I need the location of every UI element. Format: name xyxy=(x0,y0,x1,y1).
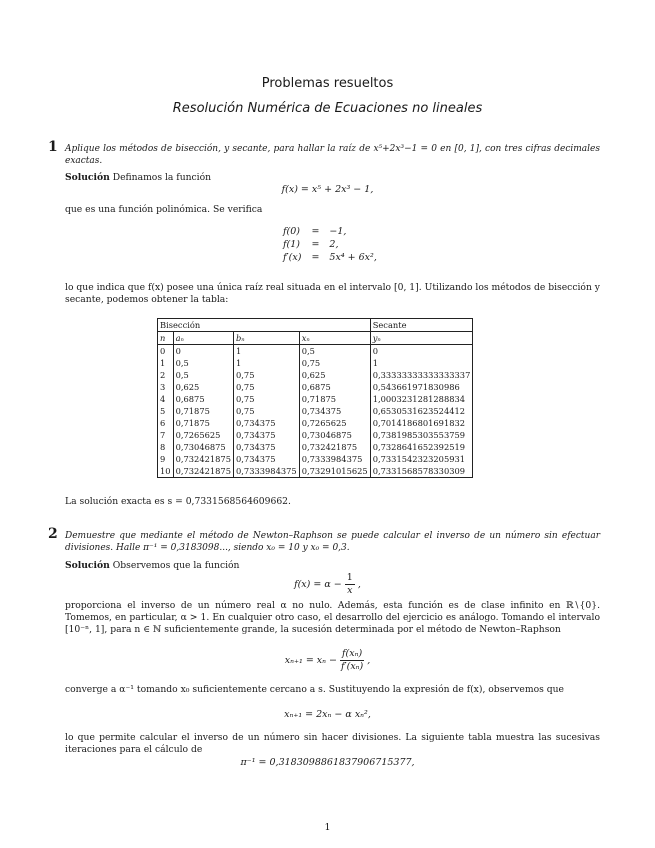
table-cell: 0,75 xyxy=(299,357,370,369)
newton-fraction xyxy=(340,648,364,673)
table-cell: 9 xyxy=(158,453,174,465)
table-cell: 0,7381985303553759 xyxy=(370,429,473,441)
table-cell: 0,734375 xyxy=(234,441,300,453)
iteration-equation: xₙ₊₁ = 2xₙ − α xₙ², xyxy=(284,709,371,720)
table-cell: 0,5 xyxy=(173,357,233,369)
fraction xyxy=(345,572,355,597)
polynomial-remark: que es una función polinómica. Se verifica xyxy=(65,204,263,215)
table-row xyxy=(158,453,473,465)
group-header-secante: Secante xyxy=(370,319,473,332)
table-cell: 0,75 xyxy=(234,369,300,381)
table-cell: 0,75 xyxy=(234,393,300,405)
problem-2-statement: Demuestre que mediante el método de Newton–Raphson se puede calcular el inverso de un número sin efectuar divisiones. Halle π⁻¹ = 0,3183098..., siendo x₀ = 10 y x₀ = 0,3. xyxy=(65,531,600,553)
table-cell: 0,7331542323205931 xyxy=(370,453,473,465)
table-cell: 0,33333333333333337 xyxy=(370,369,473,381)
table-cell: 0,734375 xyxy=(234,429,300,441)
column-header: yₙ xyxy=(370,332,473,345)
table-cell: 1 xyxy=(234,357,300,369)
table-row xyxy=(158,345,473,358)
document-title: Problemas resueltos xyxy=(261,76,394,91)
verification-system xyxy=(278,225,382,264)
table-cell: 7 xyxy=(158,429,174,441)
column-header: aₙ xyxy=(173,332,233,345)
system-op: = xyxy=(311,239,320,250)
solution-intro-text: Definamos la función xyxy=(112,172,212,183)
system-rhs: 5x⁴ + 6x², xyxy=(329,252,377,263)
document-subtitle: Resolución Numérica de Ecuaciones no lineales xyxy=(172,101,483,116)
table-cell: 2 xyxy=(158,369,174,381)
iteration-table xyxy=(157,318,473,478)
table-cell: 5 xyxy=(158,405,174,417)
table-row xyxy=(158,357,473,369)
table-cell: 0,73291015625 xyxy=(299,465,370,478)
table-cell: 0,732421875 xyxy=(299,441,370,453)
newton-end: , xyxy=(367,655,371,666)
table-cell: 0,71875 xyxy=(299,393,370,405)
table-intro-paragraph: lo que permite calcular el inverso de un número sin hacer divisiones. La siguiente tabla muestra las sucesivas iteraciones para el cálculo de xyxy=(65,732,600,755)
function-equation: f(x) = x⁵ + 2x³ − 1, xyxy=(281,184,374,195)
table-cell: 0,6530531623524412 xyxy=(370,405,473,417)
newton-lhs: xₙ₊₁ = xₙ − xyxy=(284,655,337,666)
table-cell: 0,5 xyxy=(299,345,370,358)
convergence-paragraph: converge a α⁻¹ tomando x₀ suficientemente cercano a s. Sustituyendo la expresión de f(x), observemos que xyxy=(65,684,564,695)
table-cell: 0,71875 xyxy=(173,417,233,429)
function-lhs: f(x) = α − xyxy=(294,579,342,590)
problem-2-number: 2 xyxy=(48,526,58,542)
table-cell: 0 xyxy=(173,345,233,358)
table-row xyxy=(158,429,473,441)
pi-inverse-value: π⁻¹ = 0,3183098861837906715377, xyxy=(240,757,415,768)
table-row xyxy=(158,417,473,429)
newton-denominator: f′(xₙ) xyxy=(340,661,364,672)
function-end: , xyxy=(357,579,361,590)
system-lhs: f(1) xyxy=(283,239,300,250)
fraction-denominator: x xyxy=(347,585,353,596)
table-cell: 0,732421875 xyxy=(173,453,233,465)
table-row xyxy=(158,441,473,453)
table-row xyxy=(158,393,473,405)
table-cell: 0,734375 xyxy=(234,417,300,429)
inverse-function xyxy=(0,572,655,597)
table-cell: 1,0003231281288834 xyxy=(370,393,473,405)
system-rhs: 2, xyxy=(329,239,339,250)
page-number: 1 xyxy=(324,822,331,833)
system-lhs: f(0) xyxy=(283,226,300,237)
table-cell: 0,543661971830986 xyxy=(370,381,473,393)
table-cell: 0,6875 xyxy=(173,393,233,405)
exact-solution: La solución exacta es s = 0,7331568564609662. xyxy=(65,496,291,507)
column-header: n xyxy=(158,332,174,345)
column-header: xₙ xyxy=(299,332,370,345)
table-cell: 0,73046875 xyxy=(173,441,233,453)
table-cell: 0,75 xyxy=(234,405,300,417)
solution-label: Solución xyxy=(65,560,110,571)
fraction-numerator: 1 xyxy=(346,572,353,583)
table-cell: 4 xyxy=(158,393,174,405)
root-explanation: lo que indica que f(x) posee una única raíz real situada en el intervalo [0, 1]. Utilizando los métodos de bisección y secante, podemos obtener la tabla: xyxy=(65,282,600,305)
table-row xyxy=(158,465,473,478)
table-cell: 0,75 xyxy=(234,381,300,393)
table-cell: 0,625 xyxy=(173,381,233,393)
problem-1-statement: Aplique los métodos de bisección, y secante, para hallar la raíz de x⁵+2x³−1 = 0 en [0, 1], con tres cifras decimales exactas. xyxy=(65,144,600,166)
newton-numerator: f(xₙ) xyxy=(342,648,363,659)
table-cell: 6 xyxy=(158,417,174,429)
table-cell: 0,7333984375 xyxy=(234,465,300,478)
table-cell: 0,7331568578330309 xyxy=(370,465,473,478)
solution-intro-text: Observemos que la función xyxy=(112,560,240,571)
table-row xyxy=(158,381,473,393)
problem-1-number: 1 xyxy=(48,139,58,155)
table-cell: 1 xyxy=(158,357,174,369)
table-cell: 0,73046875 xyxy=(299,429,370,441)
table-cell: 3 xyxy=(158,381,174,393)
table-cell: 1 xyxy=(370,357,473,369)
table-cell: 0,7014186801691832 xyxy=(370,417,473,429)
table-cell: 0,734375 xyxy=(234,453,300,465)
system-lhs: f′(x) xyxy=(283,252,302,263)
system-op: = xyxy=(311,226,320,237)
table-cell: 0 xyxy=(158,345,174,358)
table-cell: 0,71875 xyxy=(173,405,233,417)
inverse-paragraph: proporciona el inverso de un número real α no nulo. Además, esta función es de clase infinito en ℝ∖{0}. Tomemos, en particular, α > 1. En cualquier otro caso, el desarrollo del ejercicio es análogo. Tomando el intervalo [10⁻ⁿ, 1], para n ∈ ℕ suficientemente grande, la sucesión determinada por el método de Newton–Raphson xyxy=(65,600,600,635)
table-cell: 8 xyxy=(158,441,174,453)
table-cell: 0,734375 xyxy=(299,405,370,417)
table-cell: 0,7265625 xyxy=(173,429,233,441)
table-cell: 1 xyxy=(234,345,300,358)
solution-label: Solución xyxy=(65,172,110,183)
table-row xyxy=(158,369,473,381)
problem-1-solution-intro xyxy=(65,172,600,184)
problem-2-solution-intro xyxy=(65,560,600,572)
table-cell: 0,6875 xyxy=(299,381,370,393)
newton-raphson-formula xyxy=(0,648,655,673)
table-cell: 0 xyxy=(370,345,473,358)
system-rhs: −1, xyxy=(329,226,347,237)
table-cell: 0,7333984375 xyxy=(299,453,370,465)
table-cell: 0,625 xyxy=(299,369,370,381)
table-cell: 10 xyxy=(158,465,174,478)
table-cell: 0,7328641652392519 xyxy=(370,441,473,453)
table-row xyxy=(158,405,473,417)
column-header: bₙ xyxy=(234,332,300,345)
table-cell: 0,732421875 xyxy=(173,465,233,478)
table-cell: 0,7265625 xyxy=(299,417,370,429)
table-cell: 0,5 xyxy=(173,369,233,381)
group-header-biseccion: Bisección xyxy=(158,319,371,332)
system-op: = xyxy=(311,252,320,263)
